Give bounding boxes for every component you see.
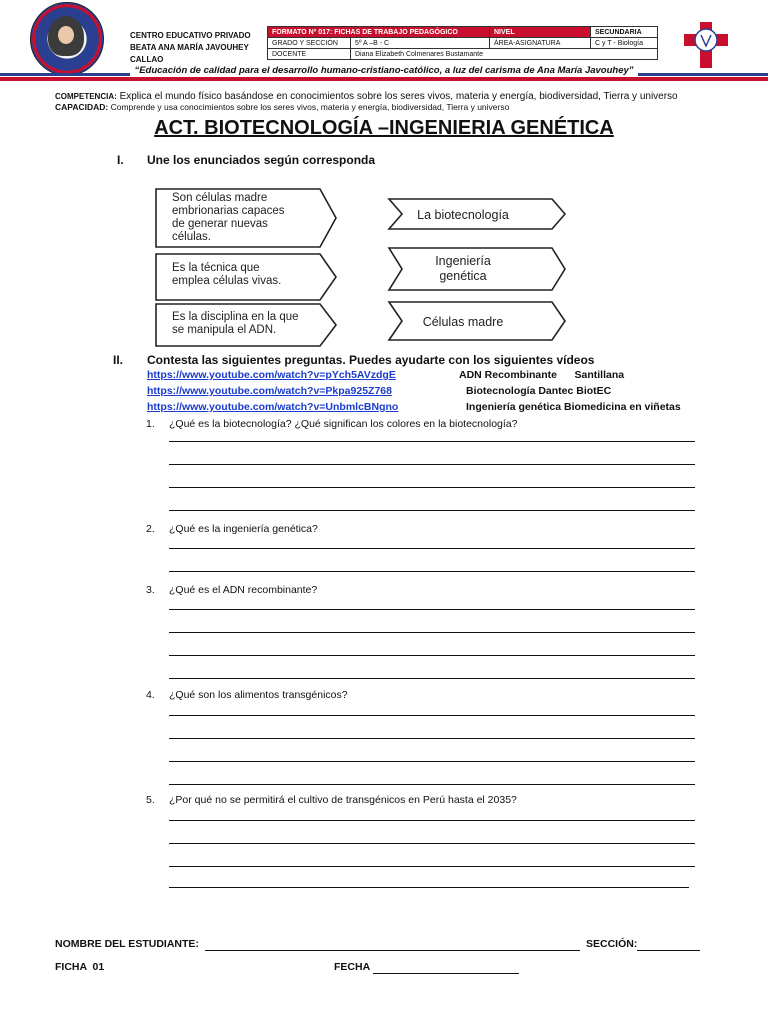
left-item-1-line: de generar nuevas [172, 218, 268, 230]
right-item-2-line: genética [439, 269, 487, 283]
answer-line[interactable] [169, 548, 695, 549]
answer-line[interactable] [169, 441, 695, 442]
competencia-label: COMPETENCIA: [55, 92, 117, 101]
capacidad-label: CAPACIDAD: [55, 102, 109, 112]
section-1-number: I. [117, 153, 124, 167]
area-value: C y T - Biología [591, 38, 658, 49]
left-item-3-line: se manipula el ADN. [172, 324, 277, 336]
answer-line[interactable] [169, 887, 689, 888]
fecha-field[interactable] [373, 973, 519, 974]
question-3-text: ¿Qué es el ADN recombinante? [169, 584, 318, 596]
logo-portrait-face [58, 26, 74, 44]
question-1-number: 1. [146, 418, 155, 430]
school-name-line: BEATA ANA MARÍA JAVOUHEY [130, 43, 249, 52]
answer-line[interactable] [169, 784, 695, 785]
question-5-text: ¿Por qué no se permitirá el cultivo de transgénicos en Perú hasta el 2035? [169, 794, 517, 806]
question-1-text: ¿Qué es la biotecnología? ¿Qué significan los colores en la biotecnología? [169, 418, 518, 430]
nivel-label: NIVEL [490, 27, 591, 38]
video-link-2[interactable]: https://www.youtube.com/watch?v=Pkpa925Z768 [147, 385, 392, 397]
competencia-text: Explica el mundo físico basándose en conocimientos sobre los seres vivos, materia y energía, biodiversidad, Tierra y universo [119, 91, 678, 102]
question-3-number: 3. [146, 584, 155, 596]
grado-value: 5º A –B - C [351, 38, 490, 49]
answer-line[interactable] [169, 464, 695, 465]
answer-line[interactable] [169, 487, 695, 488]
answer-line[interactable] [169, 571, 695, 572]
nivel-value: SECUNDARIA [591, 27, 658, 38]
ficha-label: FICHA 01 [55, 961, 105, 973]
docente-label: DOCENTE [268, 49, 351, 60]
answer-line[interactable] [169, 678, 695, 679]
right-item-2-line: Ingeniería [435, 254, 491, 268]
header-stripe-red [0, 77, 768, 81]
area-label: ÁREA-ASIGNATURA [490, 38, 591, 49]
school-name-line: CALLAO [130, 55, 164, 64]
left-item-1-line: células. [172, 231, 211, 243]
answer-line[interactable] [169, 715, 695, 716]
section-label: SECCIÓN: [586, 938, 638, 950]
answer-line[interactable] [169, 761, 695, 762]
right-item-1: La biotecnología [417, 208, 509, 222]
question-4-text: ¿Qué son los alimentos transgénicos? [169, 689, 348, 701]
format-cell: FORMATO Nº 017: FICHAS DE TRABAJO PEDAGÓGICO [268, 27, 490, 38]
answer-line[interactable] [169, 655, 695, 656]
video-label-2: Biotecnología Dantec BiotEC [466, 385, 612, 397]
left-item-1-line: Son células madre [172, 192, 268, 204]
left-item-1-line: embrionarias capaces [172, 205, 285, 217]
answer-line[interactable] [169, 632, 695, 633]
student-name-label: NOMBRE DEL ESTUDIANTE: [55, 938, 199, 950]
left-item-2-line: emplea células vivas. [172, 275, 282, 287]
video-link-3[interactable]: https://www.youtube.com/watch?v=UnbmlcBNgno [147, 401, 399, 413]
left-item-2-line: Es la técnica que [172, 262, 260, 274]
docente-value: Diana Elizabeth Colmenares Bustamante [351, 49, 658, 60]
school-name-line: CENTRO EDUCATIVO PRIVADO [130, 31, 251, 40]
capacidad-text: Comprende y usa conocimientos sobre los seres vivos, materia y energía, biodiversidad, Tierra y universo [110, 102, 510, 112]
capacidad [55, 102, 755, 113]
question-4-number: 4. [146, 689, 155, 701]
answer-line[interactable] [169, 843, 695, 844]
school-motto: “Educación de calidad para el desarrollo humano-cristiano-católico, a luz del carisma de Ana María Javouhey” [0, 65, 768, 76]
student-name-field[interactable] [205, 950, 580, 951]
answer-line[interactable] [169, 609, 695, 610]
matching-diagram [155, 183, 580, 353]
right-item-3: Células madre [422, 315, 504, 329]
video-label-1: ADN Recombinante Santillana [459, 369, 625, 381]
question-5-number: 5. [146, 794, 155, 806]
question-2-number: 2. [146, 523, 155, 535]
left-item-3-line: Es la disciplina en la que [172, 311, 299, 323]
answer-line[interactable] [169, 820, 695, 821]
answer-line[interactable] [169, 738, 695, 739]
section-field[interactable] [637, 950, 700, 951]
grado-label: GRADO Y SECCIÓN [268, 38, 351, 49]
format-info-table [267, 26, 658, 60]
section-2-number: II. [113, 353, 124, 367]
section-1-heading: Une los enunciados según corresponda [147, 153, 376, 167]
video-link-1[interactable]: https://www.youtube.com/watch?v=pYch5AVzdgE [147, 369, 396, 381]
fecha-label: FECHA [334, 961, 371, 973]
video-label-3: Ingeniería genética Biomedicina en viñetas [466, 401, 681, 413]
answer-line[interactable] [169, 866, 695, 867]
page-title: ACT. BIOTECNOLOGÍA –INGENIERIA GENÉTICA [154, 117, 614, 139]
answer-line[interactable] [169, 510, 695, 511]
section-2-heading: Contesta las siguientes preguntas. Puedes ayudarte con los siguientes vídeos [147, 353, 595, 367]
school-name [130, 30, 251, 66]
question-2-text: ¿Qué es la ingeniería genética? [169, 523, 318, 535]
